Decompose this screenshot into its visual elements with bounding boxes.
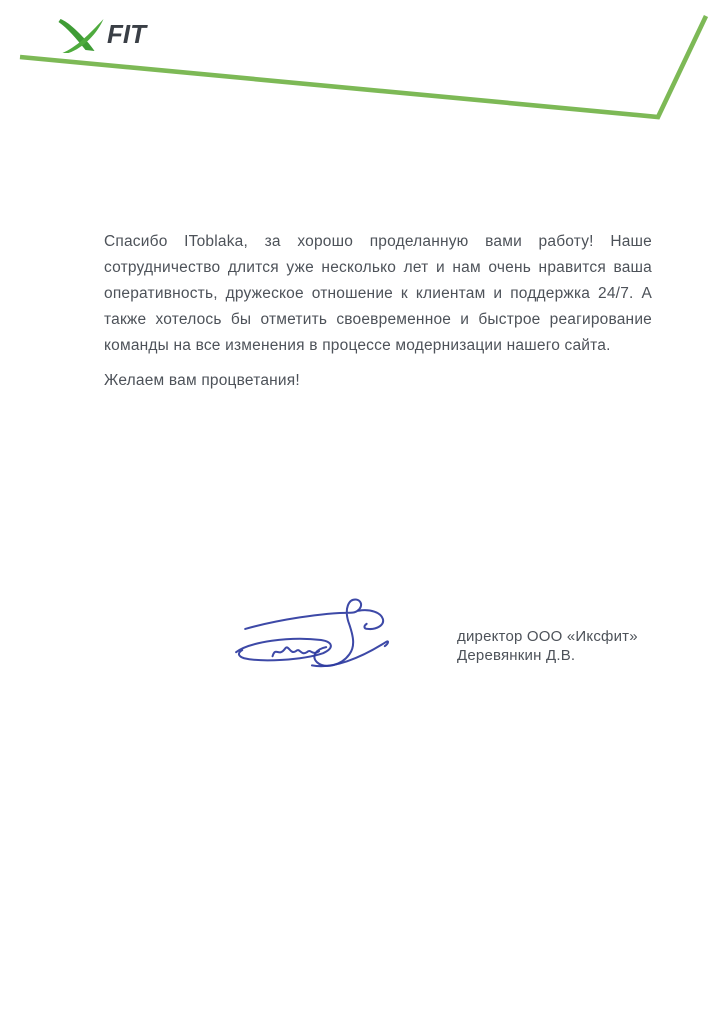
signature-scribble	[227, 595, 399, 677]
letter-body-paragraph: Спасибо IToblaka, за хорошо проделанную вами работу! Наше сотрудничество длится уже несколько лет и нам очень нравится ваша оперативность, дружеское отношение к клиентам и поддержка 24/7. А также хотелось бы отметить своевременное и быстрое реагирование команды на все изменения в процессе модернизации нашего сайта.	[104, 233, 652, 354]
signer-name: Деревянкин Д.В.	[457, 646, 576, 664]
xfit-x-icon	[58, 19, 105, 53]
xfit-logo	[58, 19, 146, 55]
signer-title: директор ООО «Иксфит»	[457, 628, 638, 645]
xfit-logo-text: FIT	[107, 19, 146, 49]
signer-block	[457, 628, 638, 665]
letter-closing-line: Желаем вам процветания!	[104, 372, 300, 389]
